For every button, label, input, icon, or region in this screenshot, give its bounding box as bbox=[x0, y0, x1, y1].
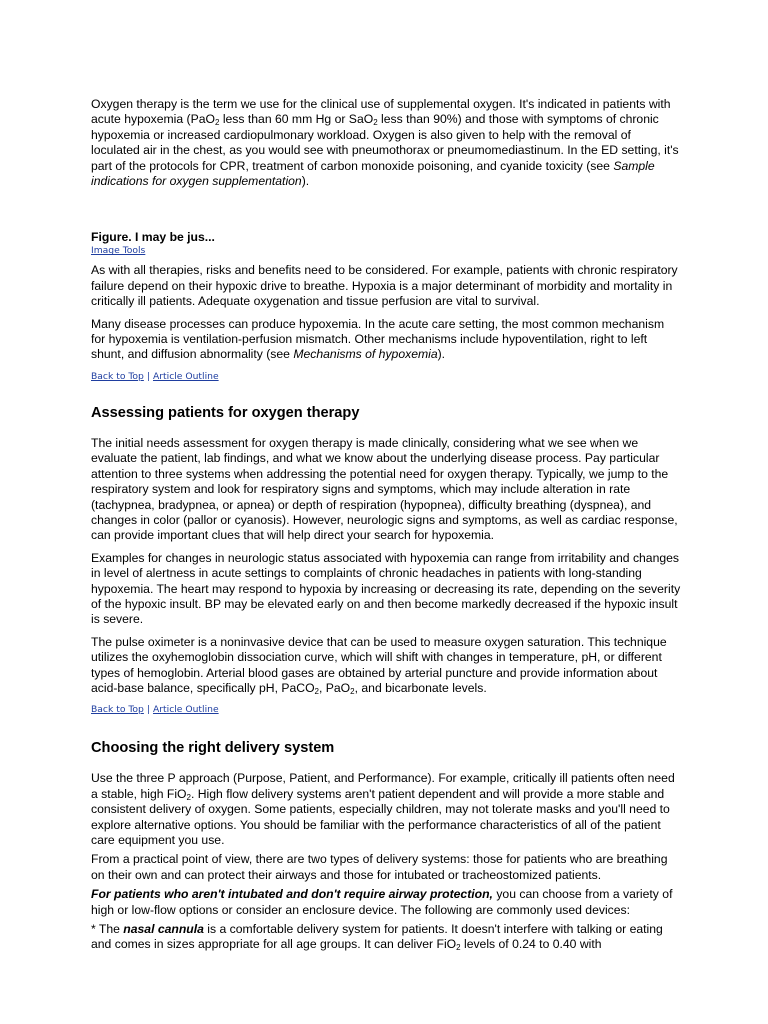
subscript: 2 bbox=[186, 792, 191, 802]
text-run: less than 60 mm Hg or SaO bbox=[219, 112, 374, 127]
section-nav bbox=[91, 703, 681, 716]
text-run: The pulse oximeter is a noninvasive device that can be used to measure oxygen saturation. This technique utilizes the oxyhemoglobin dissociation curve, which will shift with changes in temperature, pH, or different types of hemoglobin. Arterial blood gases are obtained by arterial puncture and provide information about acid-base balance, specifically pH, PaCO bbox=[91, 634, 667, 695]
text-run: Many disease processes can produce hypoxemia. In the acute care setting, the most common mechanism for hypoxemia is ventilation-perfusion mismatch. Other mechanisms include hypoventilation, right to left shunt, and diffusion abnormality (see bbox=[91, 316, 665, 362]
subscript: 2 bbox=[456, 943, 461, 953]
subscript: 2 bbox=[350, 686, 355, 696]
hypoxemia-mechanisms-paragraph bbox=[91, 317, 681, 363]
three-p-paragraph bbox=[91, 771, 681, 848]
text-run: , PaO bbox=[319, 680, 351, 695]
back-to-top-link[interactable]: Back to Top bbox=[91, 370, 144, 382]
figure-title: Figure. I may be jus... bbox=[91, 230, 215, 245]
text-run: . High flow delivery systems aren't patient dependent and will provide a more stable and consistent delivery of oxygen. Some patients, especially children, may not tolerate masks and you'll need to explore alternative options. You should be familiar with the performance characteristics of all of the patient care equipment you use. bbox=[91, 786, 670, 847]
neurologic-paragraph: Examples for changes in neurologic status associated with hypoxemia can range from irritability and changes in level of alertness in acute settings to complaints of chronic headaches in patients with long-standing hypoxemia. The heart may respond to hypoxia by increasing or decreasing its rate, depending on the severity of the hypoxic insult. BP may be elevated early on and then become markedly decreased if the hypoxic insult is severe. bbox=[91, 550, 681, 627]
section-heading-delivery: Choosing the right delivery system bbox=[91, 740, 335, 757]
image-tools-link[interactable]: Image Tools bbox=[91, 245, 146, 257]
italic-reference: Mechanisms of hypoxemia bbox=[293, 347, 438, 362]
text-run: Use the three P approach (Purpose, Patient, and Performance). For example, critically ill patients often need a stable, high FiO bbox=[91, 771, 675, 801]
nav-separator: | bbox=[146, 704, 150, 716]
article-outline-link[interactable]: Article Outline bbox=[152, 704, 219, 716]
text-run: ). bbox=[437, 347, 446, 362]
italic-reference: Sample indications for oxygen supplementation bbox=[91, 158, 655, 189]
bold-italic-lead: For patients who aren't intubated and don't require airway protection, bbox=[91, 887, 493, 902]
intro-paragraph bbox=[91, 97, 681, 189]
subscript: 2 bbox=[373, 118, 378, 128]
pulse-oximeter-paragraph bbox=[91, 635, 681, 697]
assessment-paragraph: The initial needs assessment for oxygen therapy is made clinically, considering what we see when we evaluate the patient, lab findings, and what we know about the underlying disease process. Pay particular attention to three systems when addressing the potential need for oxygen therapy. Typically, we jump to the respiratory system and look for respiratory signs and symptoms, which may include alteration in rate (tachypnea, bradypnea, or apnea) or depth of respiration (hypopnea), difficulty breathing (dyspnea), and changes in color (pallor or cyanosis). However, neurologic signs and symptoms, as well as cardiac response, can provide important clues that will help direct your search for hypoxemia. bbox=[91, 435, 678, 543]
text-run: is a comfortable delivery system for patients. It doesn't interfere with talking or eating and comes in sizes appropriate for all age groups. It can deliver FiO bbox=[91, 922, 663, 952]
text-run: * The bbox=[91, 922, 124, 937]
article-outline-link[interactable]: Article Outline bbox=[152, 370, 219, 382]
text-run: Oxygen therapy is the term we use for the clinical use of supplemental oxygen. It's indicated in patients with acute hypoxemia (PaO bbox=[91, 97, 671, 127]
text-run: ). bbox=[301, 174, 310, 189]
text-run: , and bicarbonate levels. bbox=[354, 680, 487, 695]
non-intubated-paragraph bbox=[91, 887, 681, 918]
nasal-cannula-paragraph bbox=[91, 922, 681, 953]
text-run: less than 90%) and those with symptoms of chronic hypoxemia or increased cardiopulmonary workload. Oxygen is also given to help with the removal of loculated air in the chest, as you would see with pneumothorax or pneumomediastinum. In the ED setting, it's part of the protocols for CPR, treatment of carbon monoxide poisoning, and cyanide toxicity (see bbox=[91, 112, 679, 173]
nav-separator: | bbox=[146, 370, 150, 382]
text-run: levels of 0.24 to 0.40 with bbox=[460, 937, 602, 952]
article-body bbox=[91, 97, 681, 957]
delivery-types-paragraph: From a practical point of view, there are two types of delivery systems: those for patients who are breathing on their own and can protect their airways and those for intubated or tracheostomized patients. bbox=[91, 852, 668, 882]
text-run: you can choose from a variety of high or low-flow options or consider an enclosure device. The following are commonly used devices: bbox=[91, 887, 673, 917]
section-heading-assessing: Assessing patients for oxygen therapy bbox=[91, 404, 360, 421]
subscript: 2 bbox=[314, 686, 319, 696]
risks-paragraph: As with all therapies, risks and benefits need to be considered. For example, patients with chronic respiratory failure depend on their hypoxic drive to breathe. Hypoxia is a major determinant of morbidity and mortality in critically ill patients. Adequate oxygenation and tissue perfusion are vital to survival. bbox=[91, 263, 678, 309]
subscript: 2 bbox=[214, 118, 220, 128]
delivery-section bbox=[91, 771, 681, 952]
back-to-top-link[interactable]: Back to Top bbox=[91, 704, 144, 716]
section-nav bbox=[91, 370, 681, 383]
bold-italic-term: nasal cannula bbox=[123, 922, 204, 937]
